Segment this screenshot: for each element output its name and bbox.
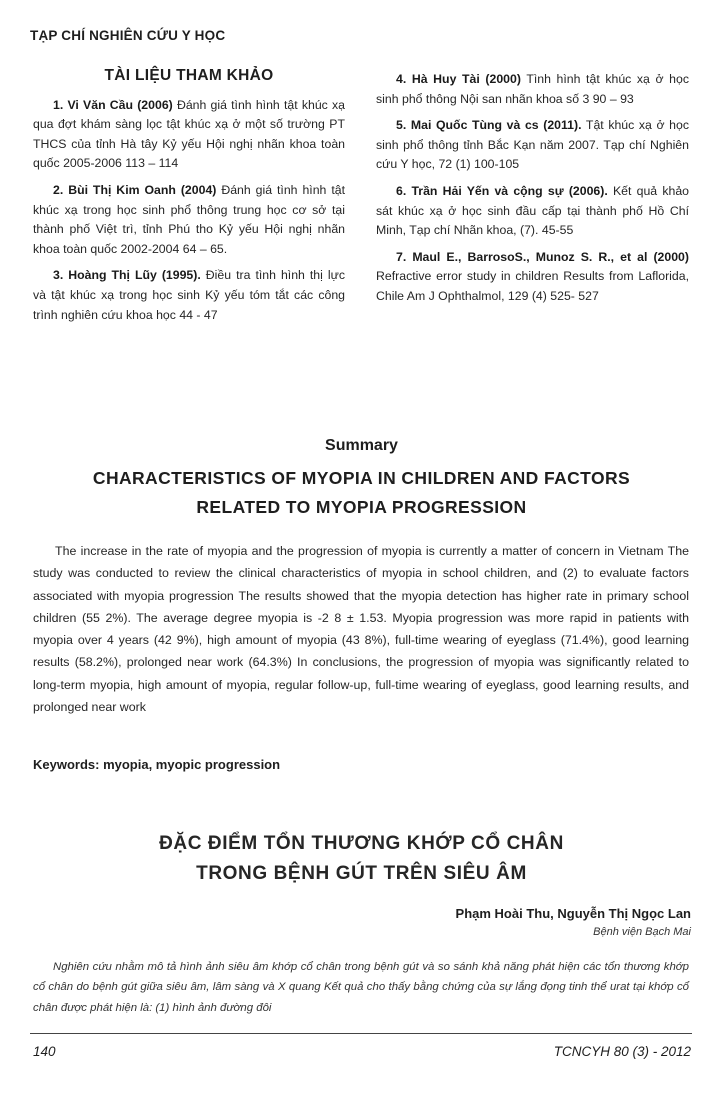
summary-abstract: The increase in the rate of myopia and the progression of myopia is currently a matter of concern in Vietnam The study was conducted to review the clinical characteristics of myopia in school children, and (2) to evaluate factors associated with myopia progression The results showed that the myopia detection has higher rate in primary school children (55 2%). The average degree myopia is -2 8 ± 1.53. Myopia progression was more rapid in patients with myopia over 4 years (42 9%), high amount of myopia (43 8%), full-time wearing of eyeglass (71.4%), good learning results (58.2%), prolonged near work (64.3%) In conclusions, the progression of myopia was significantly related to long-term myopia, high amount of myopia, regular follow-up, full-time wearing of eyeglass, good learning results, and prolonged near work xyxy=(33,544,689,715)
references-title: TÀI LIỆU THAM KHẢO xyxy=(104,67,274,84)
references-left-column xyxy=(33,66,345,332)
reference-text: Kết quả khảo sát khúc xạ ở học sinh đầu cấp tại thành phố Hồ Chí Minh, Tạp chí Nhãn khoa, (7). 45-55 xyxy=(376,183,689,238)
article-title-line: ĐẶC ĐIỂM TỔN THƯƠNG KHỚP CỔ CHÂN xyxy=(159,833,564,854)
summary-title-line: RELATED TO MYOPIA PROGRESSION xyxy=(196,497,527,517)
reference-item xyxy=(376,182,689,241)
references-right-column xyxy=(376,70,689,314)
article-authors: Phạm Hoài Thu, Nguyễn Thị Ngọc Lan xyxy=(455,906,691,921)
reference-text: Đánh giá tình hình tật khúc xạ qua đợt khám sàng lọc tật khúc xạ ở một số trường PT THCS của tỉnh Hà tây Kỷ yếu Hội nghị nhãn khoa toàn quốc 2005-2006 113 – 114 xyxy=(33,97,345,171)
reference-authors: 4. Hà Huy Tài (2000) xyxy=(396,72,521,86)
reference-item xyxy=(33,266,345,325)
summary-heading: Summary xyxy=(325,437,398,454)
journal-issue: TCNCYH 80 (3) - 2012 xyxy=(553,1044,691,1059)
reference-authors: 5. Mai Quốc Tùng và cs (2011). xyxy=(396,118,582,133)
reference-authors: 6. Trần Hải Yến và cộng sự (2006). xyxy=(396,183,608,198)
page-number: 140 xyxy=(33,1044,56,1059)
journal-header: TẠP CHÍ NGHIÊN CỨU Y HỌC xyxy=(30,28,226,43)
reference-item xyxy=(33,181,345,259)
reference-authors: 2. Bùi Thị Kim Oanh (2004) xyxy=(53,182,217,197)
article-intro: Nghiên cứu nhằm mô tả hình ảnh siêu âm khớp cổ chân trong bệnh gút và so sánh khả năng phát hiện các tổn thương khớp cổ chân do bệnh gút giữa siêu âm, lâm sàng và X quang Kết quả cho thấy bằng chứng của sự lắng đọng tinh thể urat tại khớp cổ chân được phát hiện là: (1) hình ảnh đường đôi xyxy=(33,961,689,1014)
footer-divider xyxy=(30,1033,692,1034)
article-title-line: TRONG BỆNH GÚT TRÊN SIÊU ÂM xyxy=(196,863,527,884)
reference-text: Refractive error study in children Results from Laflorida, Chile Am J Ophthalmol, 129 (4) 525- 527 xyxy=(376,269,689,303)
summary-title-line: CHARACTERISTICS OF MYOPIA IN CHILDREN AND FACTORS xyxy=(92,468,631,488)
reference-item xyxy=(33,96,345,174)
reference-text: Đánh giá tình hình tật khúc xạ trong học sinh phổ thông trung học cơ sở tại thành phố Việt trì, tỉnh Phú tho Kỷ yếu Hội nghị nhãn khoa toàn quốc 2002-2004 64 – 65. xyxy=(33,182,345,256)
reference-item xyxy=(376,70,689,109)
article-affiliation: Bệnh viện Bạch Mai xyxy=(593,926,691,938)
reference-text: Tật khúc xạ ở học sinh phổ thông tỉnh Bắc Kạn năm 2007. Tạp chí Nghiên cứu Y học, 72 (1) 100-105 xyxy=(376,118,689,172)
summary-keywords: Keywords: myopia, myopic progression xyxy=(33,757,281,772)
article-title xyxy=(60,829,663,889)
summary-title xyxy=(40,464,683,522)
reference-text: Tình hình tật khúc xạ ở học sinh phổ thông Nội san nhãn khoa số 3 90 – 93 xyxy=(376,72,689,106)
reference-authors: 7. Maul E., BarrosoS., Munoz S. R., et al (2000) xyxy=(396,249,689,264)
reference-text: Điều tra tình hình thị lực và tật khúc xạ trong học sinh Kỷ yếu tóm tắt các công trình nghiên cứu khoa học 44 - 47 xyxy=(33,268,345,322)
reference-authors: 1. Vi Văn Cầu (2006) xyxy=(53,97,173,112)
reference-item xyxy=(376,248,689,307)
reference-authors: 3. Hoàng Thị Lũy (1995). xyxy=(53,268,201,283)
reference-item xyxy=(376,116,689,175)
